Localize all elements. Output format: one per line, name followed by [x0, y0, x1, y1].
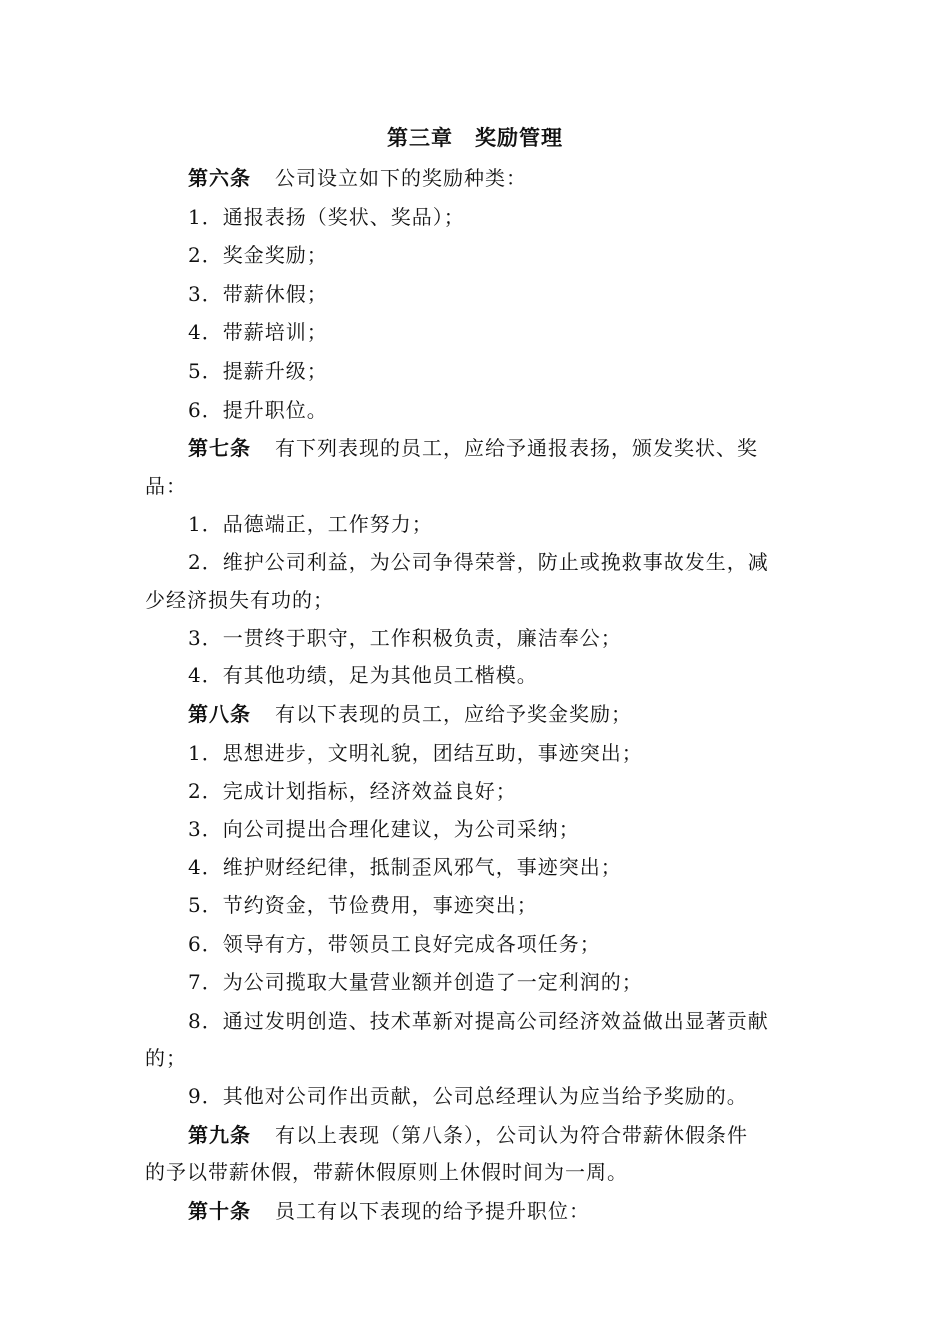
list-item: 1．通报表扬（奖状、奖品）； [188, 205, 465, 229]
article-8 [188, 700, 632, 728]
list-item: 8．通过发明创造、技术革新对提高公司经济效益做出显著贡献 [188, 1009, 769, 1033]
list-item-cont: 的； [145, 1046, 187, 1070]
article-8-label: 第八条 [188, 702, 251, 726]
article-10-text: 员工有以下表现的给予提升职位： [275, 1199, 590, 1223]
article-6-text: 公司设立如下的奖励种类： [275, 166, 527, 190]
article-7 [188, 434, 758, 462]
list-item: 1．品德端正，工作努力； [188, 512, 433, 536]
article-9 [188, 1121, 748, 1149]
list-item: 5．提薪升级； [188, 359, 328, 383]
list-item: 6．领导有方，带领员工良好完成各项任务； [188, 932, 601, 956]
list-item: 4．带薪培训； [188, 320, 328, 344]
list-item: 2．维护公司利益，为公司争得荣誉，防止或挽救事故发生，减 [188, 550, 769, 574]
article-9-label: 第九条 [188, 1123, 251, 1147]
article-7-text-cont: 品： [145, 474, 187, 498]
article-9-text: 有以上表现（第八条），公司认为符合带薪休假条件 [275, 1123, 748, 1147]
article-6 [188, 164, 527, 192]
list-item: 4．有其他功绩，足为其他员工楷模。 [188, 663, 538, 687]
list-item: 6．提升职位。 [188, 398, 328, 422]
article-8-text: 有以下表现的员工，应给予奖金奖励； [275, 702, 632, 726]
list-item: 3．一贯终于职守，工作积极负责，廉洁奉公； [188, 626, 622, 650]
list-item: 3．带薪休假； [188, 282, 328, 306]
list-item: 5．节约资金，节俭费用，事迹突出； [188, 893, 538, 917]
list-item-cont: 少经济损失有功的； [145, 588, 334, 612]
list-item: 2．奖金奖励； [188, 243, 328, 267]
article-7-label: 第七条 [188, 436, 251, 460]
article-9-text-cont: 的予以带薪休假，带薪休假原则上休假时间为一周。 [145, 1160, 628, 1184]
article-10 [188, 1197, 590, 1225]
list-item: 7．为公司揽取大量营业额并创造了一定利润的； [188, 970, 643, 994]
list-item: 3．向公司提出合理化建议，为公司采纳； [188, 817, 580, 841]
article-7-text: 有下列表现的员工，应给予通报表扬，颁发奖状、奖 [275, 436, 758, 460]
list-item: 9．其他对公司作出贡献，公司总经理认为应当给予奖励的。 [188, 1084, 748, 1108]
list-item: 2．完成计划指标，经济效益良好； [188, 779, 517, 803]
chapter-title: 第三章 奖励管理 [387, 126, 563, 150]
article-10-label: 第十条 [188, 1199, 251, 1223]
list-item: 1．思想进步，文明礼貌，团结互助，事迹突出； [188, 741, 643, 765]
article-6-label: 第六条 [188, 166, 251, 190]
list-item: 4．维护财经纪律，抵制歪风邪气，事迹突出； [188, 855, 622, 879]
